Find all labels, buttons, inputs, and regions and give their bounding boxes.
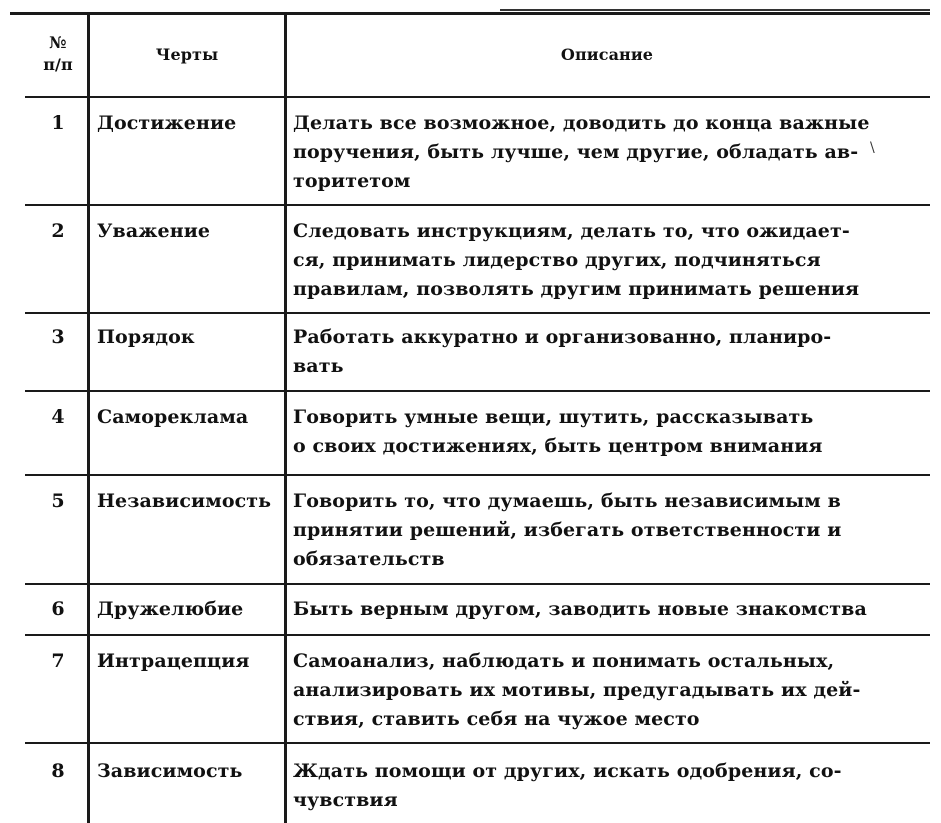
row-number: 4 — [51, 406, 65, 428]
row-divider — [25, 742, 930, 744]
row-description-line: правилам, позволять другим принимать решения — [293, 278, 860, 300]
top-border-fragment — [500, 9, 930, 11]
row-trait: Самореклама — [97, 406, 249, 428]
scan-artifact: \ — [870, 140, 875, 156]
row-description-line: Говорить то, что думаешь, быть независимым в — [293, 490, 841, 512]
row-description-line: Делать все возможное, доводить до конца важные — [293, 112, 870, 134]
row-description-line: ствия, ставить себя на чужое место — [293, 708, 700, 730]
row-description-line: Следовать инструкциям, делать то, что ожидает- — [293, 220, 850, 242]
row-divider — [25, 312, 930, 314]
row-number: 5 — [51, 490, 65, 512]
row-trait: Порядок — [97, 326, 195, 348]
row-number: 2 — [51, 220, 65, 242]
row-description-line: Работать аккуратно и организованно, планиро- — [293, 326, 832, 348]
row-description-line: Самоанализ, наблюдать и понимать остальных, — [293, 650, 835, 672]
table-top-border — [10, 12, 930, 15]
row-divider — [25, 96, 930, 98]
row-trait: Интрацепция — [97, 650, 250, 672]
row-description-line: ся, принимать лидерство других, подчиняться — [293, 249, 821, 271]
header-number: № п/п — [43, 33, 73, 74]
row-trait: Независимость — [97, 490, 272, 512]
row-number: 8 — [51, 760, 65, 782]
row-description-line: Ждать помощи от других, искать одобрения, со- — [293, 760, 842, 782]
row-divider — [25, 634, 930, 636]
row-divider — [25, 390, 930, 392]
row-description-line: принятии решений, избегать ответственности и — [293, 519, 842, 541]
row-number: 1 — [51, 112, 65, 134]
row-description-line: поручения, быть лучше, чем другие, обладать ав- — [293, 141, 859, 163]
row-trait: Достижение — [97, 112, 237, 134]
row-divider — [25, 583, 930, 585]
row-trait: Уважение — [97, 220, 211, 242]
row-description-line: торитетом — [293, 170, 411, 192]
row-description-line: вать — [293, 355, 344, 377]
row-number: 3 — [51, 326, 65, 348]
row-description-line: Говорить умные вещи, шутить, рассказывать — [293, 406, 814, 428]
row-divider — [25, 204, 930, 206]
row-description-line: о своих достижениях, быть центром внимания — [293, 435, 823, 457]
row-trait: Зависимость — [97, 760, 243, 782]
header-description: Описание — [560, 45, 654, 64]
row-number: 7 — [51, 650, 65, 672]
row-divider — [25, 474, 930, 476]
row-description-line: чувствия — [293, 789, 398, 811]
header-traits: Черты — [155, 45, 219, 64]
row-description-line: Быть верным другом, заводить новые знакомства — [293, 598, 867, 620]
row-number: 6 — [51, 598, 65, 620]
row-description-line: анализировать их мотивы, предугадывать их дей- — [293, 679, 861, 701]
row-trait: Дружелюбие — [97, 598, 244, 620]
row-description-line: обязательств — [293, 548, 445, 570]
